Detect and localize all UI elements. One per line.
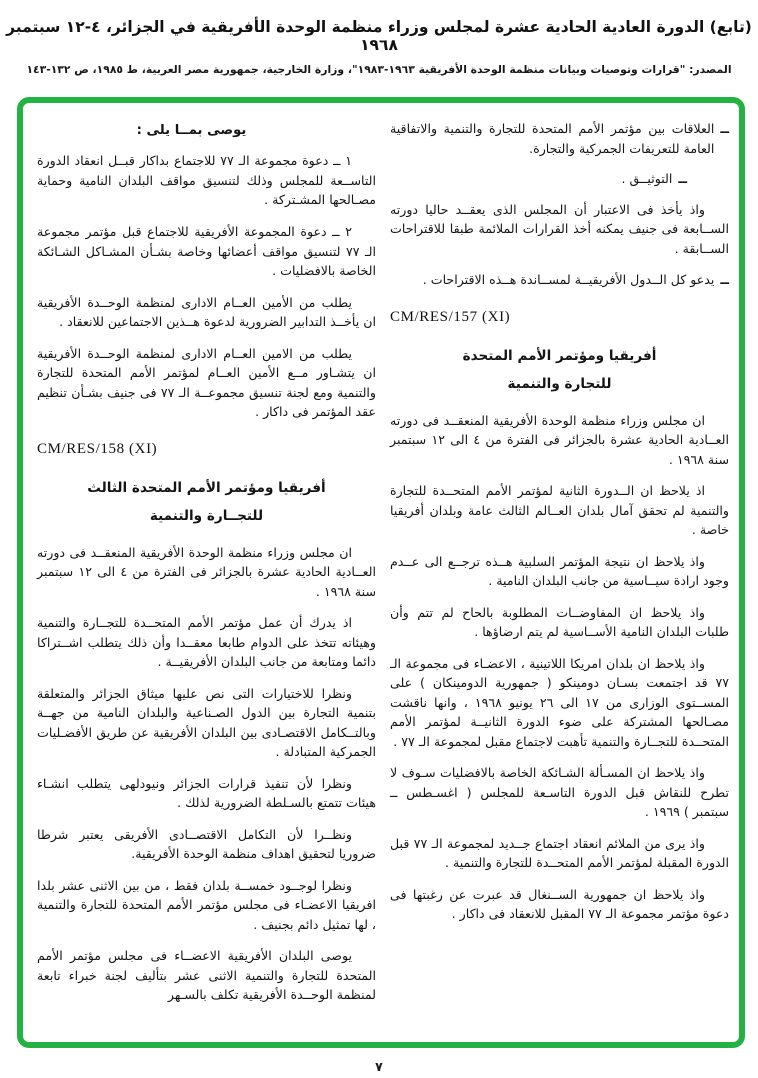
paragraph: ان مجلس وزراء منظمة الوحدة الأفريقية المنعقــد فى دورته العــادية الحادية عشرة بالجزائر فى الفترة من ٤ الى ١٢ سبتمبر سنة ١٩٦٨ . [390, 412, 730, 467]
paragraph: واذ يلاحظ ان نتيجة المؤتمر السلبية هــذه ترجــع الى عــدم وجود ارادة سيــاسية من جانب البلدان النامية . [390, 553, 729, 589]
paragraph: ٢ ــ دعوة المجموعة الأفريقية للاجتماع قبل مؤتمر مجموعة الـ ٧٧ لتنسيق مواقف أعضائها وخاصة بشـأن المشـاكل الشـائكة الخاصة بالافضليات . [37, 224, 376, 279]
dash-marker: ــ [678, 171, 687, 187]
column-left [37, 119, 376, 1034]
paragraph: واذ يأخذ فى الاعتبار أن المجلس الذى يعقــد حاليا دورته الســابعة فى جنيف يمكنه أخذ القرارات الملائمة طبقا للاقتراحات الســابقة . [390, 201, 729, 256]
paragraph: ونظــرا لأن التكامل الاقتصــادى الأفريقى يعتبر شرطا ضروريا لتحقيق اهداف منظمة الوحدة الأفريقية. [37, 826, 376, 862]
column-right [390, 119, 729, 1034]
document-header [0, 18, 758, 76]
paragraph: واذ يلاحظ ان بلدان امريكا اللاتينية ، الاعضـاء فى مجموعة الـ ٧٧ قد اجتمعت بسـان دومينكو ( جمهورية الدومينكان ) على المســتوى الوزارى من ١٧ الى ٢٦ يونيو ١٩٦٨ ، وانها ناقشت مصـالحها المشتركة على ضوء الدورة الثانيــة لمؤتمر الأمم المتحــدة للتجــارة والتنمية تأهبت لاجتماع مقبل لمجموعة الـ ٧٧ . [390, 655, 729, 749]
paragraph: واذ يلاحظ ان جمهورية الســنغال قد عبرت عن رغبتها فى دعوة مؤتمر مجموعة الـ ٧٧ المقبل للانعقاد فى داكار . [390, 886, 729, 922]
paragraph: واذ يلاحظ ان المفاوضــات المطلوبة بالحاح لم تتم وأن طلبات البلدان النامية الأســاسية لم يتم ارضاؤها . [390, 604, 729, 640]
bullet-item [390, 169, 687, 189]
paragraph: اذ يدرك أن عمل مؤتمر الأمم المتحــدة للتجــارة والتنمية وهيئاته تتخذ على الدوام طابعا معقــدا وأن ذلك يتطلب اشــتراكا دائما ومتابعة من جانب البلدان الأفريقيــة . [37, 615, 376, 670]
bullet-item [390, 270, 729, 290]
paragraph: واذ يرى من الملائم انعقاد اجتماع جــديد لمجموعة الـ ٧٧ قبل الدورة المقبلة لمؤتمر الأمم المتحــدة للتجارة والتنمية . [390, 835, 729, 871]
green-border-frame [17, 97, 745, 1048]
paragraph: ونظرا للاختيارات التى نص عليها ميثاق الجزائر والمتعلقة بتنمية التجارة بين الدول الصـناعية والبلدان النامية من جهــة وبالتــكامل الاقتصـادى بين البلدان الأفريقية عن طريق الأفضـليات الجمركية المتبادلة . [37, 685, 376, 760]
heading-line: أفريقيا ومؤتمر الأمم المتحدة [462, 347, 657, 364]
paragraph: ان مجلس وزراء منظمة الوحدة الأفريقية المنعقــد فى دورته العــادية الحادية عشرة بالجزائر فى الفترة من ٤ الى ١٢ سبتمبر سنة ١٩٦٨ . [37, 544, 377, 599]
heading-line: أفريقيا ومؤتمر الأمم المتحدة الثالث [87, 479, 326, 496]
paragraph: ١ ــ دعوة مجموعة الـ ٧٧ للاجتماع بداكار قبــل انعقاد الدورة التاســعة للمجلس وذلك لتنسيق مواقف البلدان النامية وحماية مصـالحها المشـتركة . [37, 153, 376, 208]
heading-line: للتجــارة والتنمية [149, 507, 264, 524]
bullet-text: العلاقات بين مؤتمر الأمم المتحدة للتجارة والتنمية والاتفاقية العامة للتعريفات الجمركية والتجارة. [390, 121, 715, 156]
paragraph: اذ يلاحظ ان الــدورة الثانية لمؤتمر الأمم المتحــدة للتجارة والتنمية لم تحقق آمال بلدان العــالم الثالث عامة وبلدان أفريقيا خاصة . [390, 483, 729, 538]
resolution-title [390, 343, 729, 399]
paragraph: ونظرا لوجــود خمســة بلدان فقط ، من بين الاثنى عشر بلدا افريقيا الاعضـاء فى مجلس مؤتمر الأمم المتحدة للتجارة والتنمية ، لها تمثيل دائم بجنيف . [37, 877, 376, 932]
resolution-title [37, 475, 376, 531]
bullet-item [390, 119, 729, 158]
heading-line: للتجارة والتنمية [507, 375, 612, 392]
bullet-text: التوثيــق . [621, 171, 673, 187]
paragraph: يطلب من الأمين العــام الادارى لمنظمة الوحــدة الأفريقية ان يأخــذ التدابير الضرورية لدعوة هــذين الاجتماعين للانعقاد . [37, 294, 376, 330]
page-number: ٧ [375, 1059, 383, 1074]
resolution-code: CM/RES/158 (XI) [37, 440, 158, 457]
paragraph: يوصى البلدان الأفريقية الاعضــاء فى مجلس مؤتمر الأمم المتحدة للتجارة والتنمية الاثنى عشر بتأليف لجنة خبراء تابعة لمنظمة الوحــدة الأفريقية تكلف بالسـهر [37, 948, 376, 1003]
resolution-code: CM/RES/157 (XI) [390, 308, 511, 325]
paragraph: يطلب من الامين العــام الادارى لمنظمة الوحــدة الأفريقية ان يتشـاور مــع الأمين العــام لمؤتمر الأمم المتحدة للتجارة والتنمية ومع لجنة تنسيق مجموعــة الـ ٧٧ فى جنيف بشـأن تنظيم عقد المؤتمر فى داكار . [37, 345, 376, 420]
dash-marker: ــ [720, 121, 729, 136]
header-title: (تابع) الدورة العادية الحادية عشرة لمجلس وزراء منظمة الوحدة الأفريقية في الجزائر، ٤-١٢ سبتمبر ١٩٦٨ [6, 18, 752, 54]
bullet-text: يدعو كل الــدول الأفريقيــة لمســاندة هــذه الاقتراحات . [422, 272, 715, 288]
header-source-line: المصدر: "قرارات وتوصيات وبيانات منظمة الوحدة الأفريقية ١٩٦٣-١٩٨٣"، وزارة الخارجية، جمهورية مصر العربية، ط ١٩٨٥، ص ١٣٢-١٤٣ [26, 63, 732, 76]
dash-marker: ــ [720, 272, 729, 288]
recommendation-heading: يوصى بمــا يلى : [136, 123, 247, 138]
paragraph: ونظرا لأن تنفيذ قرارات الجزائر ونيودلهى يتطلب انشـاء هيئات تتمتع بالسـلطة الضرورية لذلك . [37, 775, 376, 811]
paragraph: واذ يلاحظ ان المسـألة الشـائكة الخاصة بالافضليات سـوف لا تطرح للنقاش قبل الدورة التاسـعة للمجلس ( اغسـطس ــ سبتمبر ) ١٩٦٩ . [390, 765, 729, 820]
